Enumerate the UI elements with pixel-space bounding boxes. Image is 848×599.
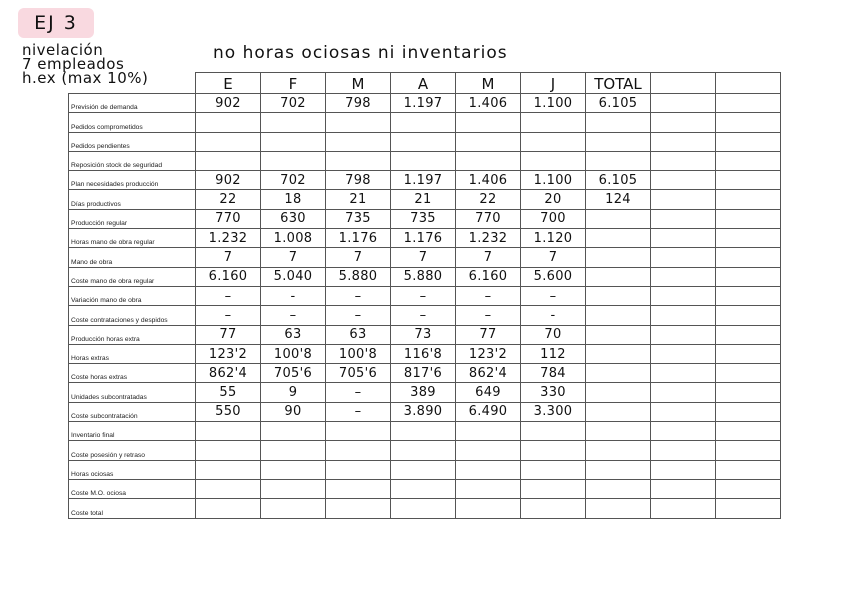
table-cell — [651, 209, 716, 228]
table-cell — [261, 460, 326, 479]
row-label: Pedidos pendientes — [69, 132, 196, 151]
table-cell: – — [391, 306, 456, 325]
table-cell — [651, 286, 716, 305]
table-cell — [586, 499, 651, 518]
table-cell: 1.100 — [521, 171, 586, 190]
table-row — [69, 209, 781, 228]
column-header: M — [326, 73, 391, 94]
table-cell — [586, 479, 651, 498]
table-cell — [586, 325, 651, 344]
table-cell: 1.120 — [521, 229, 586, 248]
table-cell: 902 — [196, 94, 261, 113]
table-cell — [196, 499, 261, 518]
table-cell — [196, 132, 261, 151]
table-cell: – — [326, 402, 391, 421]
table-cell — [716, 171, 781, 190]
table-row — [69, 441, 781, 460]
table-cell: 705'6 — [326, 364, 391, 383]
table-cell: 798 — [326, 171, 391, 190]
table-cell: 100'8 — [326, 344, 391, 363]
table-cell: 630 — [261, 209, 326, 228]
table-row — [69, 325, 781, 344]
table-cell — [196, 460, 261, 479]
table-cell — [651, 94, 716, 113]
table-cell — [716, 94, 781, 113]
table-cell — [456, 422, 521, 441]
table-cell — [196, 422, 261, 441]
table-cell — [651, 364, 716, 383]
table-cell: 124 — [586, 190, 651, 209]
table-cell: 330 — [521, 383, 586, 402]
table-cell — [456, 132, 521, 151]
table-cell — [326, 151, 391, 170]
table-cell — [716, 229, 781, 248]
table-cell: 1.197 — [391, 171, 456, 190]
table-cell: 70 — [521, 325, 586, 344]
table-cell: 817'6 — [391, 364, 456, 383]
table-row — [69, 344, 781, 363]
table-cell: – — [261, 306, 326, 325]
table-cell — [196, 441, 261, 460]
table-cell — [521, 132, 586, 151]
row-label: Horas mano de obra regular — [69, 229, 196, 248]
table-cell: 784 — [521, 364, 586, 383]
table-cell: 18 — [261, 190, 326, 209]
table-cell: 902 — [196, 171, 261, 190]
table-cell — [586, 364, 651, 383]
table-cell: – — [391, 286, 456, 305]
table-cell — [586, 422, 651, 441]
table-cell: 21 — [391, 190, 456, 209]
table-cell — [716, 306, 781, 325]
table-cell: 22 — [456, 190, 521, 209]
table-cell — [391, 422, 456, 441]
table-cell: – — [196, 306, 261, 325]
table-cell: 3.890 — [391, 402, 456, 421]
table-cell — [456, 460, 521, 479]
table-cell — [716, 190, 781, 209]
table-cell — [651, 151, 716, 170]
table-cell — [716, 209, 781, 228]
table-cell — [651, 248, 716, 267]
table-cell: 5.880 — [391, 267, 456, 286]
table-cell — [521, 441, 586, 460]
table-cell — [651, 441, 716, 460]
table-cell: 1.176 — [391, 229, 456, 248]
table-cell: 862'4 — [456, 364, 521, 383]
note-line: nivelación — [22, 41, 104, 59]
table-row — [69, 113, 781, 132]
header-spacer — [69, 73, 196, 94]
table-cell: 6.160 — [196, 267, 261, 286]
table-cell: 112 — [521, 344, 586, 363]
row-label: Coste total — [69, 499, 196, 518]
table-cell — [716, 132, 781, 151]
table-row — [69, 190, 781, 209]
table-cell — [586, 209, 651, 228]
table-cell — [261, 113, 326, 132]
table-cell — [326, 422, 391, 441]
table-cell — [456, 479, 521, 498]
table-cell — [391, 113, 456, 132]
table-cell — [261, 479, 326, 498]
handwritten-note-main: no horas ociosas ni inventarios — [213, 43, 508, 63]
row-label: Producción regular — [69, 209, 196, 228]
table-cell — [716, 248, 781, 267]
table-cell: 550 — [196, 402, 261, 421]
table-cell — [326, 441, 391, 460]
table-cell — [326, 499, 391, 518]
table-cell — [391, 151, 456, 170]
table-cell — [716, 422, 781, 441]
table-cell — [586, 460, 651, 479]
table-cell — [326, 113, 391, 132]
table-cell — [456, 499, 521, 518]
table-row — [69, 267, 781, 286]
row-label: Horas ociosas — [69, 460, 196, 479]
table-cell — [261, 441, 326, 460]
row-label: Coste M.O. ociosa — [69, 479, 196, 498]
column-header: F — [261, 73, 326, 94]
table-cell: 63 — [261, 325, 326, 344]
table-cell — [651, 171, 716, 190]
table-cell — [651, 344, 716, 363]
production-plan-table — [68, 72, 781, 519]
row-label: Coste mano de obra regular — [69, 267, 196, 286]
table-cell: 63 — [326, 325, 391, 344]
table-cell — [586, 383, 651, 402]
table-row — [69, 132, 781, 151]
table-cell: 116'8 — [391, 344, 456, 363]
table-row — [69, 151, 781, 170]
table-cell: 705'6 — [261, 364, 326, 383]
table-cell: 862'4 — [196, 364, 261, 383]
table-cell: 702 — [261, 171, 326, 190]
table-cell: – — [326, 306, 391, 325]
table-cell — [651, 383, 716, 402]
table-row — [69, 364, 781, 383]
table-cell — [716, 113, 781, 132]
table-cell: – — [521, 286, 586, 305]
column-header: E — [196, 73, 261, 94]
table-cell: - — [521, 306, 586, 325]
table-row — [69, 383, 781, 402]
table-cell — [586, 151, 651, 170]
table-cell — [326, 479, 391, 498]
table-cell: 1.008 — [261, 229, 326, 248]
table-row — [69, 229, 781, 248]
table-cell: 7 — [456, 248, 521, 267]
table-cell — [391, 499, 456, 518]
column-header — [716, 73, 781, 94]
table-cell: 770 — [456, 209, 521, 228]
table-row — [69, 94, 781, 113]
row-label: Previsión de demanda — [69, 94, 196, 113]
table-cell: 1.100 — [521, 94, 586, 113]
table-cell: 6.105 — [586, 171, 651, 190]
exercise-title: EJ 3 — [18, 8, 94, 38]
table-row — [69, 306, 781, 325]
table-body — [69, 94, 781, 519]
column-header: A — [391, 73, 456, 94]
table-cell — [651, 479, 716, 498]
column-header: TOTAL — [586, 73, 651, 94]
table-cell: 77 — [196, 325, 261, 344]
table-cell — [586, 248, 651, 267]
table-cell — [651, 267, 716, 286]
table-cell: 1.176 — [326, 229, 391, 248]
table-row — [69, 422, 781, 441]
table-cell — [521, 499, 586, 518]
table-cell — [651, 132, 716, 151]
table-cell — [716, 325, 781, 344]
table-cell: 20 — [521, 190, 586, 209]
table-cell — [651, 190, 716, 209]
table-cell — [651, 422, 716, 441]
table-cell — [716, 383, 781, 402]
table-cell: 770 — [196, 209, 261, 228]
table-cell — [651, 229, 716, 248]
row-label: Plan necesidades producción — [69, 171, 196, 190]
row-label: Coste subcontratación — [69, 402, 196, 421]
row-label: Pedidos comprometidos — [69, 113, 196, 132]
table-cell — [261, 132, 326, 151]
table-cell — [456, 113, 521, 132]
row-label: Variación mano de obra — [69, 286, 196, 305]
table-cell: 5.600 — [521, 267, 586, 286]
table-cell — [196, 479, 261, 498]
table-cell — [521, 422, 586, 441]
table-cell — [651, 499, 716, 518]
table-cell — [261, 422, 326, 441]
table-cell — [716, 286, 781, 305]
row-label: Coste horas extras — [69, 364, 196, 383]
row-label: Horas extras — [69, 344, 196, 363]
table-cell — [716, 460, 781, 479]
table-row — [69, 402, 781, 421]
table-cell — [391, 441, 456, 460]
table-cell: 100'8 — [261, 344, 326, 363]
table-cell: 5.040 — [261, 267, 326, 286]
table-cell: 1.232 — [196, 229, 261, 248]
row-label: Días productivos — [69, 190, 196, 209]
table-cell — [586, 229, 651, 248]
row-label: Inventario final — [69, 422, 196, 441]
table-cell: 6.490 — [456, 402, 521, 421]
table-cell — [586, 402, 651, 421]
table-cell — [716, 479, 781, 498]
table-cell — [261, 499, 326, 518]
table-cell: - — [261, 286, 326, 305]
table-cell — [651, 113, 716, 132]
table-cell: – — [456, 286, 521, 305]
column-header: M — [456, 73, 521, 94]
table-cell: – — [456, 306, 521, 325]
column-header-row — [69, 73, 781, 94]
table-cell: 735 — [326, 209, 391, 228]
table-cell: 7 — [521, 248, 586, 267]
table-cell: – — [196, 286, 261, 305]
table-cell — [651, 460, 716, 479]
table-cell — [716, 402, 781, 421]
table-cell — [521, 113, 586, 132]
table-cell: 1.406 — [456, 94, 521, 113]
note-line: 7 empleados — [22, 55, 125, 73]
table-cell: 123'2 — [196, 344, 261, 363]
table-cell: 6.105 — [586, 94, 651, 113]
table-cell — [521, 151, 586, 170]
table-cell — [326, 132, 391, 151]
row-label: Producción horas extra — [69, 325, 196, 344]
table-cell: 700 — [521, 209, 586, 228]
table-cell: 6.160 — [456, 267, 521, 286]
table-cell — [391, 132, 456, 151]
table-cell — [521, 460, 586, 479]
table-cell — [586, 286, 651, 305]
table-cell — [326, 460, 391, 479]
table-cell — [456, 441, 521, 460]
table-cell — [716, 267, 781, 286]
table-cell — [716, 344, 781, 363]
table-cell: 3.300 — [521, 402, 586, 421]
row-label: Unidades subcontratadas — [69, 383, 196, 402]
table-cell — [716, 151, 781, 170]
table-cell: 9 — [261, 383, 326, 402]
table-cell: 1.232 — [456, 229, 521, 248]
column-header: J — [521, 73, 586, 94]
table-cell: 389 — [391, 383, 456, 402]
table-cell: 77 — [456, 325, 521, 344]
table-cell — [586, 113, 651, 132]
table-cell — [716, 364, 781, 383]
table-cell — [586, 344, 651, 363]
table-cell: 22 — [196, 190, 261, 209]
table-cell — [716, 441, 781, 460]
table-cell — [716, 499, 781, 518]
table-cell: 123'2 — [456, 344, 521, 363]
table-cell: 5.880 — [326, 267, 391, 286]
row-label: Mano de obra — [69, 248, 196, 267]
table-row — [69, 171, 781, 190]
table-row — [69, 286, 781, 305]
table-cell: 7 — [196, 248, 261, 267]
table-cell — [586, 267, 651, 286]
table-cell — [521, 479, 586, 498]
table-cell — [196, 113, 261, 132]
table-cell: 702 — [261, 94, 326, 113]
table-row — [69, 479, 781, 498]
table-cell: 1.197 — [391, 94, 456, 113]
table-cell: – — [326, 286, 391, 305]
table-row — [69, 499, 781, 518]
table-cell: – — [326, 383, 391, 402]
table-cell: 649 — [456, 383, 521, 402]
table-cell: 1.406 — [456, 171, 521, 190]
table-cell — [391, 479, 456, 498]
table-cell: 7 — [326, 248, 391, 267]
table-cell: 798 — [326, 94, 391, 113]
table-cell: 55 — [196, 383, 261, 402]
table-cell: 7 — [391, 248, 456, 267]
table-cell — [196, 151, 261, 170]
table-cell: 90 — [261, 402, 326, 421]
table-cell — [391, 460, 456, 479]
table-cell — [651, 325, 716, 344]
table-row — [69, 460, 781, 479]
table-cell — [586, 306, 651, 325]
row-label: Coste contrataciones y despidos — [69, 306, 196, 325]
table-cell — [651, 402, 716, 421]
table-cell — [651, 306, 716, 325]
row-label: Coste posesión y retraso — [69, 441, 196, 460]
row-label: Reposición stock de seguridad — [69, 151, 196, 170]
table-cell: 21 — [326, 190, 391, 209]
table-cell: 73 — [391, 325, 456, 344]
note-line: h.ex (max 10%) — [22, 69, 149, 87]
column-header — [651, 73, 716, 94]
table-cell: 735 — [391, 209, 456, 228]
table-cell — [586, 132, 651, 151]
table-cell: 7 — [261, 248, 326, 267]
table-cell — [586, 441, 651, 460]
table-cell — [456, 151, 521, 170]
table-cell — [261, 151, 326, 170]
table-row — [69, 248, 781, 267]
